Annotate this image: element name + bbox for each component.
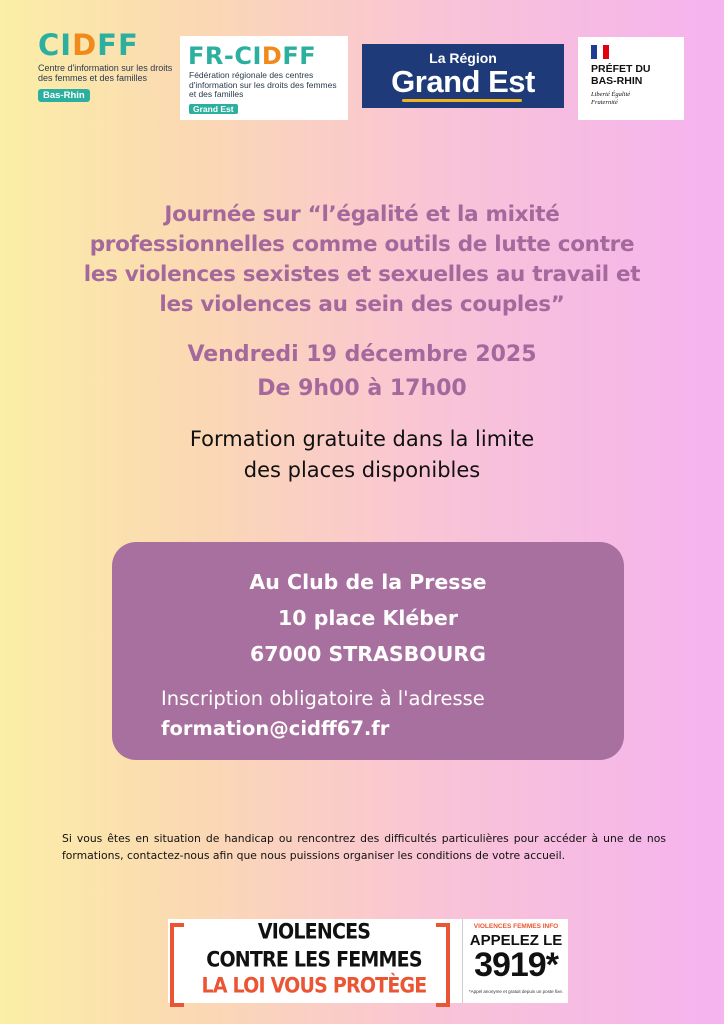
prefet-title: PRÉFET DU BAS-RHIN [591,63,651,87]
accessibility-notice: Si vous êtes en situation de handicap ou rencontrez des difficultés particulières pour accéder à une de nos formations, contactez-nous afin que nous puissions organiser les conditions de votre accueil. [62,832,666,862]
region-logo-line1: La Région [429,50,497,66]
event-title-line: professionnelles comme outils de lutte contre [89,232,635,257]
frcidff-logo [180,36,348,120]
training-line: des places disponibles [243,458,481,482]
cidff-wordmark: CIDFF [38,28,139,62]
region-grand-est-logo [362,44,564,108]
hotline-number: 3919* [474,946,558,984]
region-logo-line2: Grand Est [391,64,535,99]
address-box [112,542,624,760]
prefet-logo [578,37,684,120]
training-line: Formation gratuite dans la limite [189,427,535,451]
cidff-subtitle: Centre d'information sur les droits des femmes et des familles [38,63,173,83]
cidff-badge: Bas-Rhin [38,89,90,102]
prefet-motto: Liberté Égalité Fraternité [591,91,631,106]
registration-email-link[interactable]: formation@cidff67.fr [161,717,390,740]
region-swoosh [402,99,522,102]
registration-text: Inscription obligatoire à l'adresse [161,687,485,710]
event-title [40,200,684,320]
hotline-block [462,919,569,1003]
cidff-logo [38,30,178,120]
event-hours: De 9h00 à 17h00 [257,376,467,401]
frcidff-subtitle: Fédération régionale des centres d'information sur les droits des femmes et des familles [189,70,337,99]
event-title-line: Journée sur “l’égalité et la mixité [164,202,560,227]
venue-city: 67000 STRASBOURG [250,642,486,666]
event-title-line: les violences sexistes et sexuelles au travail et [83,262,641,287]
violence-hotline-banner [168,919,568,1003]
training-info [40,424,684,486]
hotline-note: *Appel anonyme et gratuit depuis un poste fixe. [468,989,564,994]
hotline-call: APPELEZ LE [469,932,563,949]
event-date [40,338,684,406]
banner-line2: CONTRE LES FEMMES [206,947,422,973]
frcidff-wordmark: FR-CIDFF [188,42,317,70]
event-title-line: les violences au sein des couples” [159,292,565,317]
banner-line1: VIOLENCES [257,919,371,945]
venue-street: 10 place Kléber [278,606,458,630]
venue-name: Au Club de la Presse [249,570,487,594]
event-day: Vendredi 19 décembre 2025 [187,342,537,367]
hotline-info: VIOLENCES FEMMES INFO [473,923,559,930]
banner-line3: LA LOI VOUS PROTÈGE [201,973,427,999]
frcidff-badge: Grand Est [189,104,238,114]
french-flag-icon [591,45,609,59]
